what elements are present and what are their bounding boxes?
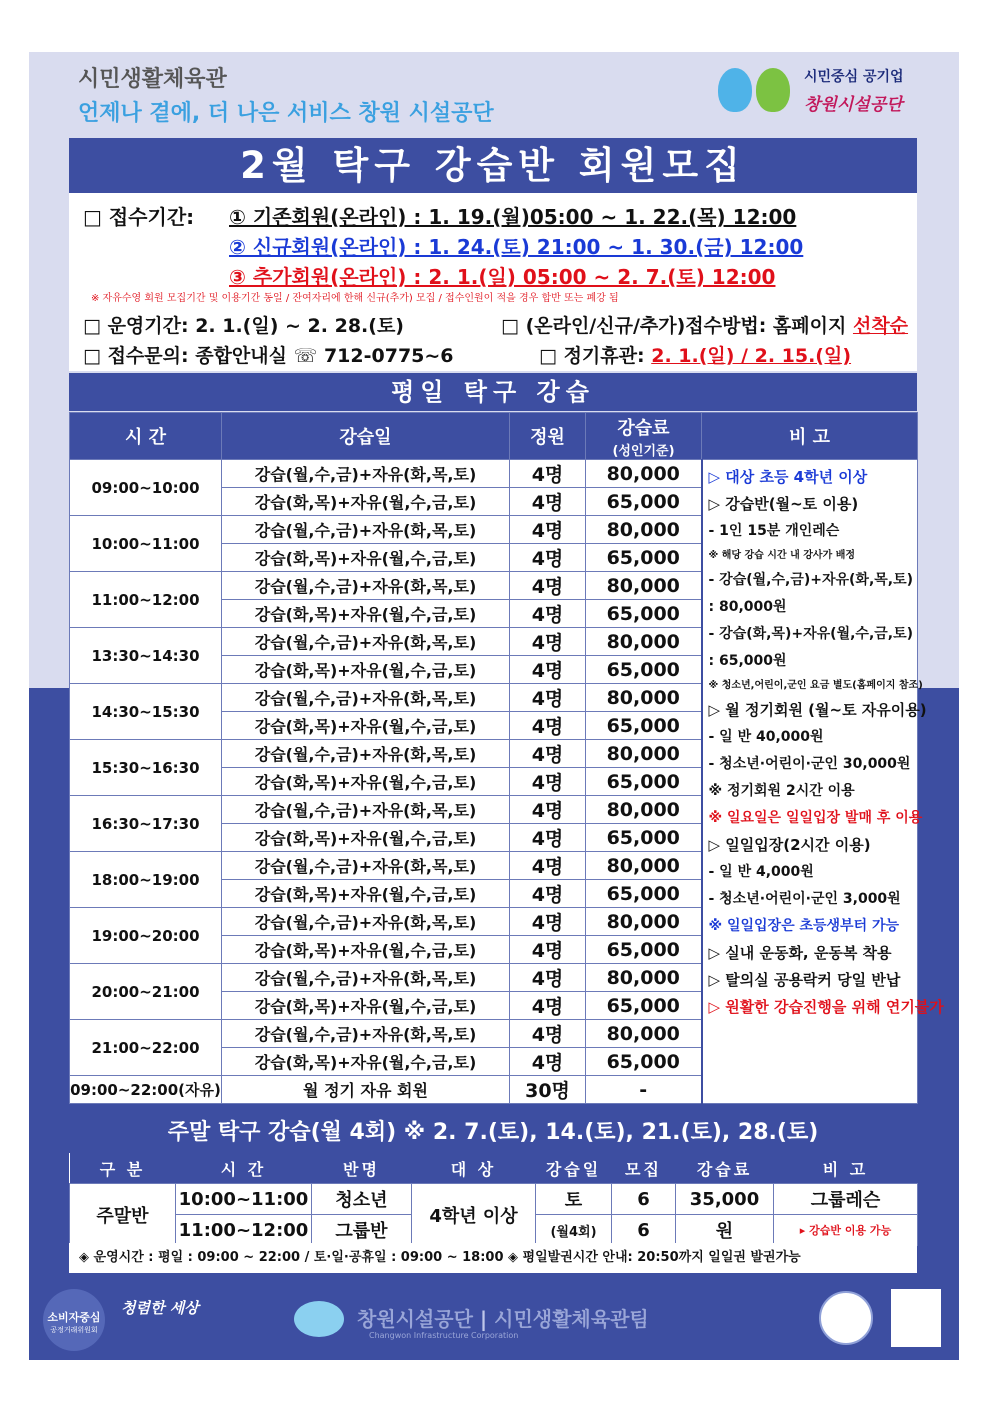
weekend-row-1 bbox=[70, 1184, 918, 1215]
weekend-col-1: 시 간 bbox=[176, 1153, 312, 1184]
org-logo-text: 창원시설공단 | 시민생활체육관팀 bbox=[357, 1307, 649, 1331]
fee: 65,000 bbox=[586, 488, 702, 516]
weekend-class: 주말반 bbox=[70, 1184, 176, 1246]
capacity: 4명 bbox=[510, 768, 586, 796]
course-days: 강습(화,목)+자유(월,수,금,토) bbox=[222, 992, 510, 1020]
fee: 80,000 bbox=[586, 852, 702, 880]
col-cap: 정원 bbox=[510, 413, 586, 460]
info-note: ※ 자유수영 회원 모집기간 및 이용기간 동일 / 잔여자리에 한해 신규(추가) 모집 / 접수인원이 적을 경우 합반 또는 폐강 됨 bbox=[91, 293, 619, 304]
note-line: ※ 정기회원 2시간 이용 bbox=[708, 783, 855, 799]
course-days: 강습(월,수,금)+자유(화,목,토) bbox=[222, 516, 510, 544]
fee: 65,000 bbox=[586, 880, 702, 908]
note-line: ▷ 대상 초등 4학년 이상 bbox=[708, 468, 868, 486]
course-days: 강습(월,수,금)+자유(화,목,토) bbox=[222, 460, 510, 488]
header-slogan: 언제나 곁에, 더 나은 서비스 창원 시설공단 bbox=[78, 101, 494, 126]
capacity: 4명 bbox=[510, 908, 586, 936]
note-line: - 강습(화,목)+자유(월,수,금,토) bbox=[708, 626, 914, 642]
fee: 65,000 bbox=[586, 1048, 702, 1076]
time-slot: 15:30~16:30 bbox=[70, 740, 222, 796]
weekend-name-1: 청소년 bbox=[312, 1184, 412, 1215]
time-slot: 10:00~11:00 bbox=[70, 516, 222, 572]
capacity: 4명 bbox=[510, 796, 586, 824]
weekend-schedule-table bbox=[69, 1153, 918, 1246]
fee: 65,000 bbox=[586, 936, 702, 964]
weekend-col-6: 강습료 bbox=[676, 1153, 774, 1184]
col-time: 시 간 bbox=[70, 413, 222, 460]
note-line: ▷ 원활한 강습진행을 위해 연기불가 bbox=[708, 998, 944, 1016]
weekend-col-2: 반명 bbox=[312, 1153, 412, 1184]
weekday-section-title: 평일 탁구 강습 bbox=[69, 373, 917, 411]
time-slot: 16:30~17:30 bbox=[70, 796, 222, 852]
weekend-cap-1: 6 bbox=[612, 1184, 676, 1215]
course-days: 강습(화,목)+자유(월,수,금,토) bbox=[222, 1048, 510, 1076]
org-logo-english: Changwon Infrastructure Corporation bbox=[369, 1331, 519, 1340]
weekend-fee-1: 35,000 bbox=[676, 1184, 774, 1215]
header-org: 시민생활체육관 bbox=[78, 67, 227, 92]
fee: 65,000 bbox=[586, 768, 702, 796]
course-days: 강습(월,수,금)+자유(화,목,토) bbox=[222, 684, 510, 712]
fee: 80,000 bbox=[586, 628, 702, 656]
signup-method-label: □ (온라인/신규/추가)접수방법: 홈페이지 bbox=[501, 315, 847, 337]
bottom-logo-strip bbox=[29, 1275, 959, 1360]
weekend-col-4: 강습일 bbox=[536, 1153, 612, 1184]
operating-hours-footer: ◈ 운영시간 : 평일 : 09:00 ~ 22:00 / 토·일·공휴일 : 09:00 ~ 18:00 ◈ 평일발권시간 안내: 20:50까지 일일권 발권가능 bbox=[69, 1243, 917, 1273]
capacity: 4명 bbox=[510, 656, 586, 684]
fee: 80,000 bbox=[586, 684, 702, 712]
time-slot: 13:30~14:30 bbox=[70, 628, 222, 684]
free-label: 월 정기 자유 회원 bbox=[222, 1076, 510, 1104]
course-days: 강습(화,목)+자유(월,수,금,토) bbox=[222, 488, 510, 516]
capacity: 4명 bbox=[510, 992, 586, 1020]
note-line: - 청소년·어린이·군인 3,000원 bbox=[708, 891, 901, 907]
course-days: 강습(화,목)+자유(월,수,금,토) bbox=[222, 656, 510, 684]
note-line: ▷ 강습반(월~토 이용) bbox=[708, 495, 859, 513]
note-line: ※ 해당 강습 시간 내 강사가 배정 bbox=[708, 550, 856, 561]
course-days: 강습(화,목)+자유(월,수,금,토) bbox=[222, 824, 510, 852]
table-row bbox=[70, 460, 918, 488]
weekend-note-2: ▸ 강습반 이용 가능 bbox=[774, 1215, 918, 1246]
weekend-target: 4학년 이상 bbox=[412, 1184, 536, 1246]
page-title: 2월 탁구 강습반 회원모집 bbox=[69, 138, 917, 193]
fee: 80,000 bbox=[586, 516, 702, 544]
note-line: ▷ 일일입장(2시간 이용) bbox=[708, 836, 871, 854]
capacity: 4명 bbox=[510, 600, 586, 628]
ccm-label: 소비자중심 bbox=[47, 1311, 101, 1324]
fee: 80,000 bbox=[586, 908, 702, 936]
reg-existing: ① 기존회원(온라인) : 1. 19.(월)05:00 ~ 1. 22.(목) 12:00 bbox=[229, 205, 797, 229]
reg-label: □ 접수기간: bbox=[83, 205, 195, 229]
note-line: - 일 반 4,000원 bbox=[708, 864, 814, 880]
info-box bbox=[69, 193, 917, 371]
fee: 80,000 bbox=[586, 572, 702, 600]
capacity: 4명 bbox=[510, 488, 586, 516]
course-days: 강습(월,수,금)+자유(화,목,토) bbox=[222, 852, 510, 880]
capacity: 4명 bbox=[510, 936, 586, 964]
weekend-header-row bbox=[70, 1153, 918, 1184]
col-fee-sub: (성인기준) bbox=[612, 443, 675, 459]
course-days: 강습(화,목)+자유(월,수,금,토) bbox=[222, 600, 510, 628]
course-days: 강습(화,목)+자유(월,수,금,토) bbox=[222, 768, 510, 796]
capacity: 4명 bbox=[510, 628, 586, 656]
weekend-section-title: 주말 탁구 강습(월 4회) ※ 2. 7.(토), 14.(토), 21.(토), 28.(토) bbox=[69, 1114, 917, 1152]
operating-period: □ 운영기간: 2. 1.(일) ~ 2. 28.(토) bbox=[83, 315, 404, 337]
capacity: 4명 bbox=[510, 964, 586, 992]
weekend-day: 토 bbox=[536, 1184, 612, 1215]
fee: 65,000 bbox=[586, 992, 702, 1020]
time-slot: 09:00~10:00 bbox=[70, 460, 222, 516]
weekend-fee-2: 원 bbox=[676, 1215, 774, 1246]
signup-method bbox=[501, 311, 908, 338]
capacity: 4명 bbox=[510, 824, 586, 852]
closed-days bbox=[539, 341, 851, 368]
note-line: ▷ 실내 운동화, 운동복 착용 bbox=[708, 944, 892, 962]
time-slot: 11:00~12:00 bbox=[70, 572, 222, 628]
weekend-day-sub: (월4회) bbox=[536, 1215, 612, 1246]
mascot-blue-icon bbox=[718, 68, 752, 112]
fee: 80,000 bbox=[586, 460, 702, 488]
weekend-name-2: 그룹반 bbox=[312, 1215, 412, 1246]
free-fee: - bbox=[586, 1076, 702, 1104]
capacity: 4명 bbox=[510, 852, 586, 880]
capacity: 4명 bbox=[510, 460, 586, 488]
ccm-sublabel: 공정거래위원회 bbox=[50, 1326, 98, 1334]
weekday-header-row bbox=[70, 413, 918, 460]
course-days: 강습(화,목)+자유(월,수,금,토) bbox=[222, 712, 510, 740]
fee: 80,000 bbox=[586, 796, 702, 824]
fee: 80,000 bbox=[586, 964, 702, 992]
clean-world-logo: 청렴한 세상 bbox=[121, 1299, 199, 1317]
capacity: 4명 bbox=[510, 572, 586, 600]
closed-days-label: □ 정기휴관: bbox=[539, 345, 645, 367]
course-days: 강습(월,수,금)+자유(화,목,토) bbox=[222, 796, 510, 824]
course-days: 강습(화,목)+자유(월,수,금,토) bbox=[222, 936, 510, 964]
col-day: 강습일 bbox=[222, 413, 510, 460]
inquiry: □ 접수문의: 종합안내실 ☏ 712-0775~6 bbox=[83, 345, 454, 367]
reg-new: ② 신규회원(온라인) : 1. 24.(토) 21:00 ~ 1. 30.(금) 12:00 bbox=[229, 235, 804, 259]
mascot-green-icon bbox=[756, 68, 790, 112]
weekday-table-body bbox=[70, 460, 944, 1104]
note-line: ▷ 월 정기회원 (월~토 자유이용) bbox=[708, 701, 927, 719]
fee: 80,000 bbox=[586, 740, 702, 768]
course-days: 강습(월,수,금)+자유(화,목,토) bbox=[222, 572, 510, 600]
time-slot: 20:00~21:00 bbox=[70, 964, 222, 1020]
note-line: ※ 일요일은 일일입장 발매 후 이용 bbox=[708, 810, 923, 826]
note-line: ※ 청소년,어린이,군인 요금 별도(홈페이지 참조) bbox=[708, 680, 923, 691]
note-line: - 1인 15분 개인레슨 bbox=[708, 523, 840, 539]
reg-additional: ③ 추가회원(온라인) : 2. 1.(일) 05:00 ~ 2. 7.(토) 12:00 bbox=[229, 265, 776, 289]
capacity: 4명 bbox=[510, 880, 586, 908]
notes-column bbox=[702, 460, 944, 1104]
weekend-time-2: 11:00~12:00 bbox=[176, 1215, 312, 1246]
fee: 65,000 bbox=[586, 656, 702, 684]
time-slot: 19:00~20:00 bbox=[70, 908, 222, 964]
note-line: ※ 일일입장은 초등생부터 가능 bbox=[708, 918, 900, 934]
fee: 65,000 bbox=[586, 712, 702, 740]
city-emblem-icon bbox=[294, 1301, 344, 1337]
note-line: : 80,000원 bbox=[708, 599, 787, 615]
weekend-col-0: 구 분 bbox=[70, 1153, 176, 1184]
note-line: - 청소년·어린이·군인 30,000원 bbox=[708, 756, 911, 772]
closed-days-value: 2. 1.(일) / 2. 15.(일) bbox=[651, 345, 852, 367]
capacity: 4명 bbox=[510, 712, 586, 740]
weekday-schedule-table bbox=[69, 412, 944, 1104]
capacity: 4명 bbox=[510, 1048, 586, 1076]
course-days: 강습(월,수,금)+자유(화,목,토) bbox=[222, 908, 510, 936]
col-fee bbox=[586, 413, 702, 460]
signup-method-value: 선착순 bbox=[852, 315, 909, 337]
capacity: 4명 bbox=[510, 684, 586, 712]
time-slot: 18:00~19:00 bbox=[70, 852, 222, 908]
note-line: ▷ 탈의실 공용락커 당일 반납 bbox=[708, 971, 901, 989]
free-capacity: 30명 bbox=[510, 1076, 586, 1104]
weekend-cap-2: 6 bbox=[612, 1215, 676, 1246]
weekend-time-1: 10:00~11:00 bbox=[176, 1184, 312, 1215]
capacity: 4명 bbox=[510, 516, 586, 544]
time-slot: 14:30~15:30 bbox=[70, 684, 222, 740]
free-time: 09:00~22:00(자유) bbox=[70, 1076, 222, 1104]
time-slot: 21:00~22:00 bbox=[70, 1020, 222, 1076]
note-line: - 강습(월,수,금)+자유(화,목,토) bbox=[708, 572, 914, 588]
certification-mark-icon bbox=[891, 1289, 941, 1347]
course-days: 강습(월,수,금)+자유(화,목,토) bbox=[222, 1020, 510, 1048]
course-days: 강습(월,수,금)+자유(화,목,토) bbox=[222, 964, 510, 992]
logo-subtitle: 창원시설공단 bbox=[804, 95, 903, 115]
human-rights-seal-icon bbox=[819, 1291, 873, 1345]
col-fee-label: 강습료 bbox=[617, 417, 670, 439]
org-logo-team: 시민생활체육관팀 bbox=[494, 1307, 649, 1331]
capacity: 4명 bbox=[510, 544, 586, 572]
weekend-col-7: 비 고 bbox=[774, 1153, 918, 1184]
col-note: 비 고 bbox=[702, 413, 918, 460]
corporate-logo bbox=[712, 60, 927, 130]
weekend-col-3: 대 상 bbox=[412, 1153, 536, 1184]
course-days: 강습(월,수,금)+자유(화,목,토) bbox=[222, 628, 510, 656]
course-days: 강습(화,목)+자유(월,수,금,토) bbox=[222, 544, 510, 572]
fee: 65,000 bbox=[586, 600, 702, 628]
capacity: 4명 bbox=[510, 1020, 586, 1048]
fee: 65,000 bbox=[586, 544, 702, 572]
fee: 65,000 bbox=[586, 824, 702, 852]
org-logo-main: 창원시설공단 bbox=[357, 1307, 473, 1331]
logo-title: 시민중심 공기업 bbox=[804, 69, 904, 85]
course-days: 강습(월,수,금)+자유(화,목,토) bbox=[222, 740, 510, 768]
note-line: - 일 반 40,000원 bbox=[708, 729, 824, 745]
ccm-badge-icon bbox=[43, 1289, 105, 1351]
capacity: 4명 bbox=[510, 740, 586, 768]
fee: 80,000 bbox=[586, 1020, 702, 1048]
note-line: : 65,000원 bbox=[708, 653, 787, 669]
weekend-col-5: 모집 bbox=[612, 1153, 676, 1184]
weekend-note-1: 그룹레슨 bbox=[774, 1184, 918, 1215]
course-days: 강습(화,목)+자유(월,수,금,토) bbox=[222, 880, 510, 908]
